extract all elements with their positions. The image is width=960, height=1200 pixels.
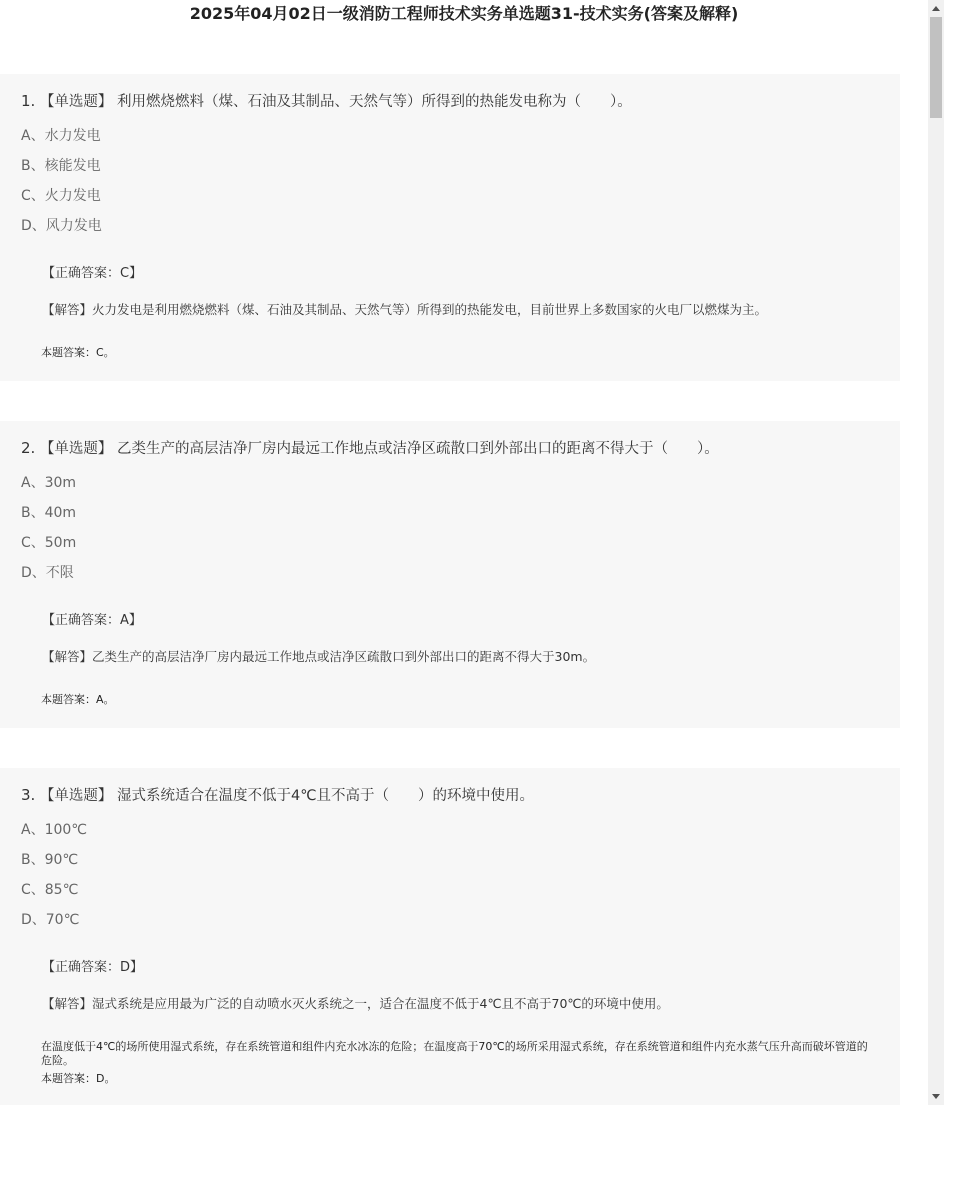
page-title: 2025年04月02日一级消防工程师技术实务单选题31-技术实务(答案及解释) [189, 4, 739, 23]
option-d[interactable]: D、不限 [21, 565, 74, 581]
question-type: 【单选题】 [39, 94, 113, 110]
option-c[interactable]: C、85℃ [21, 882, 79, 898]
final-answer: 本题答案：A。 [41, 693, 115, 706]
scroll-thumb[interactable] [930, 17, 942, 118]
vertical-scrollbar[interactable] [928, 0, 944, 1105]
option-b[interactable]: B、40m [21, 505, 77, 521]
question-text: 利用燃烧燃料（煤、石油及其制品、天然气等）所得到的热能发电称为（ ）。 [117, 94, 632, 110]
correct-answer: 【正确答案：C】 [42, 266, 143, 281]
correct-answer: 【正确答案：A】 [42, 613, 142, 628]
option-c[interactable]: C、火力发电 [21, 188, 101, 204]
final-answer: 本题答案：C。 [41, 346, 115, 359]
question-card [0, 74, 900, 381]
question-card [0, 768, 900, 1105]
correct-answer: 【正确答案：D】 [42, 960, 144, 975]
question-text: 湿式系统适合在温度不低于4℃且不高于（ ）的环境中使用。 [117, 788, 535, 804]
question-number: 1. [21, 92, 36, 110]
question-stem [21, 785, 534, 806]
scroll-down-arrow-icon[interactable] [928, 1088, 944, 1105]
question-number: 3. [21, 786, 36, 804]
option-a[interactable]: A、30m [21, 475, 77, 491]
option-b[interactable]: B、90℃ [21, 852, 79, 868]
option-a[interactable]: A、水力发电 [21, 128, 101, 144]
question-type: 【单选题】 [39, 441, 113, 457]
explanation: 【解答】火力发电是利用燃烧燃料（煤、石油及其制品、天然气等）所得到的热能发电，目前世界上多数国家的火电厂以燃煤为主。 [42, 302, 768, 317]
option-d[interactable]: D、风力发电 [21, 218, 102, 234]
option-b[interactable]: B、核能发电 [21, 158, 101, 174]
explanation-detail: 在温度低于4℃的场所使用湿式系统，存在系统管道和组件内充水冰冻的危险；在温度高于70℃的场所采用湿式系统，存在系统管道和组件内充水蒸气压升高而破坏管道的危险。 [41, 1040, 868, 1067]
question-card [0, 421, 900, 728]
question-text: 乙类生产的高层洁净厂房内最远工作地点或洁净区疏散口到外部出口的距离不得大于（ ）。 [117, 441, 719, 457]
question-stem [21, 91, 632, 112]
option-a[interactable]: A、100℃ [21, 822, 88, 838]
question-stem [21, 438, 719, 459]
explanation: 【解答】乙类生产的高层洁净厂房内最远工作地点或洁净区疏散口到外部出口的距离不得大于30m。 [42, 649, 596, 664]
question-type: 【单选题】 [39, 788, 113, 804]
scroll-up-arrow-icon[interactable] [928, 0, 944, 17]
final-answer: 本题答案：D。 [41, 1072, 116, 1085]
explanation: 【解答】湿式系统是应用最为广泛的自动喷水灭火系统之一，适合在温度不低于4℃且不高于70℃的环境中使用。 [42, 996, 669, 1011]
option-c[interactable]: C、50m [21, 535, 77, 551]
option-d[interactable]: D、70℃ [21, 912, 80, 928]
question-number: 2. [21, 439, 36, 457]
